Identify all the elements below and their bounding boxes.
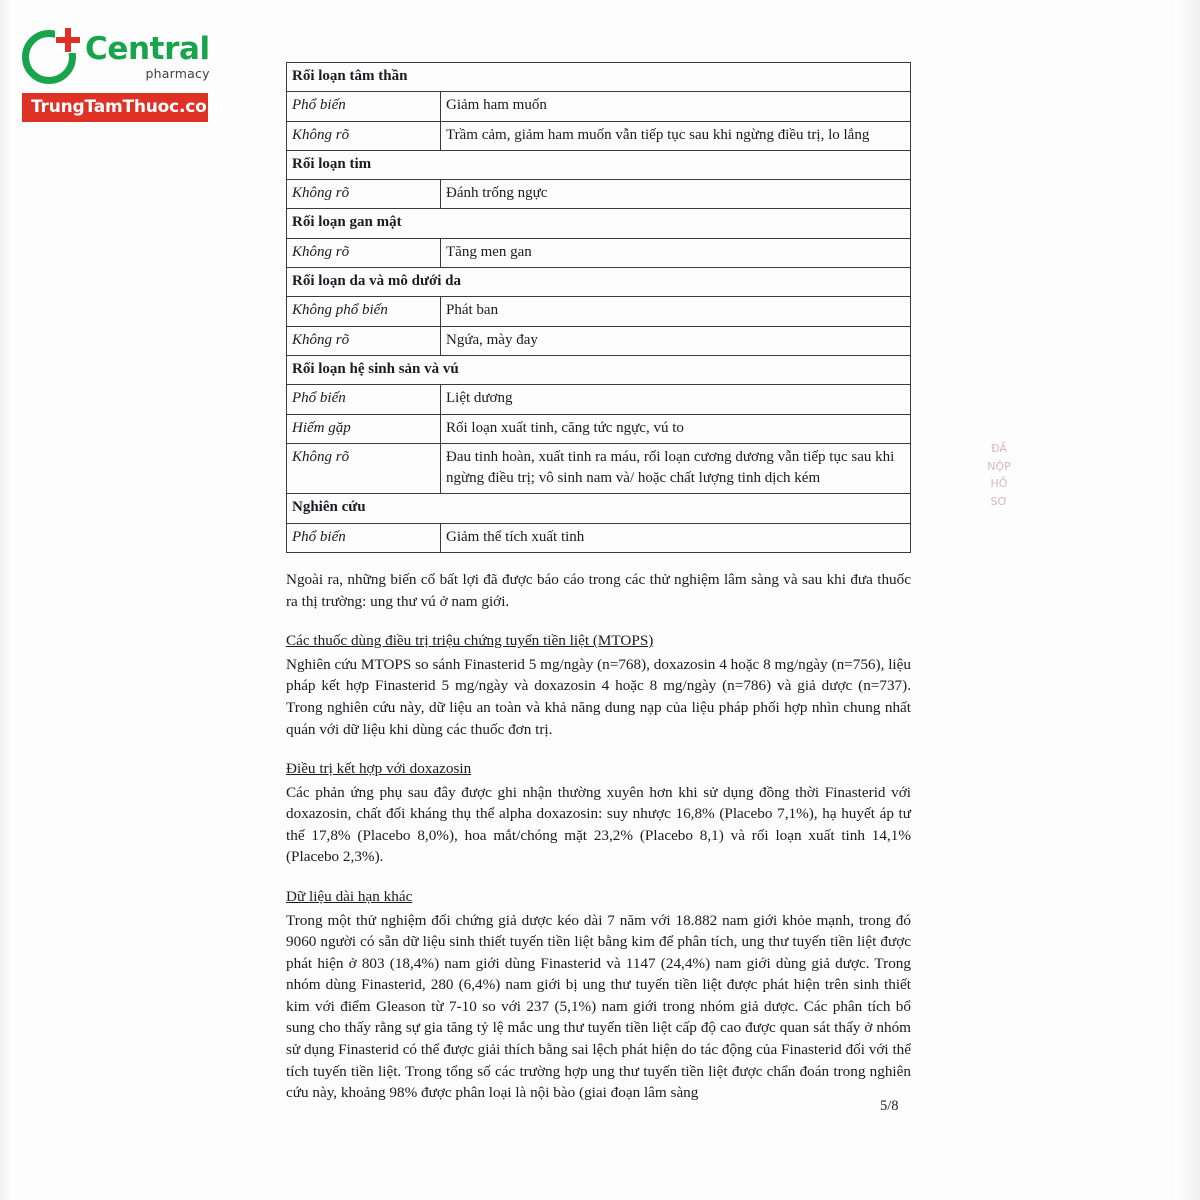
group-label: Rối loạn tim [287, 150, 911, 179]
logo-title: Central [85, 30, 210, 67]
frequency-cell: Không phổ biến [287, 297, 441, 326]
group-label: Rối loạn tâm thần [287, 63, 911, 92]
margin-stamp: ĐÃ NỘP HỒ SƠ [987, 442, 1011, 508]
reaction-cell: Liệt dương [441, 385, 911, 414]
table-row [287, 297, 911, 326]
frequency-cell: Không rõ [287, 121, 441, 150]
frequency-cell: Không rõ [287, 326, 441, 355]
section-heading-doxazosin: Điều trị kết hợp với doxazosin [286, 760, 472, 778]
table-group-row [287, 494, 911, 523]
table-group-row [287, 268, 911, 297]
document-content [286, 62, 911, 1104]
table-row [287, 385, 911, 414]
table-group-row [287, 150, 911, 179]
table-group-row [287, 355, 911, 384]
site-url-banner: TrungTamThuoc.com [22, 93, 208, 122]
section-paragraph-longterm: Trong một thử nghiệm đối chứng giả dược kéo dài 7 năm với 18.882 nam giới khỏe mạnh, trong đó 9060 người có sẵn dữ liệu sinh thiết tuyến tiền liệt bằng kim để phân tích, ung thư tuyến tiền liệt được phát hiện ở 803 (18,4%) nam giới dùng Finasterid và 1147 (24,4%) nam giới dùng giả dược. Trong nhóm dùng Finasterid, 280 (6,4%) nam giới bị ung thư tuyến tiền liệt được phát hiện trên sinh thiết kim với điểm Gleason từ 7-10 so với 237 (5,1%) nam giới trong nhóm giả dược. Các phân tích bổ sung cho thấy rằng sự gia tăng tỷ lệ mắc ung thư tuyến tiền liệt cấp độ cao được quan sát thấy ở nhóm sử dụng Finasterid có thể được giải thích bằng sai lệch phát hiện do tác động của Finasterid đối với thể tích tuyến tiền liệt. Trong tổng số các trường hợp ung thư tuyến tiền liệt được chẩn đoán trong nghiên cứu này, khoảng 98% được phân loại là nội bào (giai đoạn lâm sàng [286, 911, 911, 1102]
reaction-cell: Giảm thể tích xuất tinh [441, 523, 911, 552]
table-group-row [287, 63, 911, 92]
table-row [287, 92, 911, 121]
table-row [287, 121, 911, 150]
frequency-cell: Phổ biến [287, 385, 441, 414]
logo-text [85, 30, 210, 81]
reaction-cell: Đau tinh hoàn, xuất tinh ra máu, rối loạn cương dương vẫn tiếp tục sau khi ngừng điều trị; vô sinh nam và/ hoặc chất lượng tinh dịch kém [441, 443, 911, 494]
section-heading-longterm: Dữ liệu dài hạn khác [286, 887, 413, 905]
group-label: Rối loạn da và mô dưới da [287, 268, 911, 297]
intro-paragraph: Ngoài ra, những biến cố bất lợi đã được báo cáo trong các thử nghiệm lâm sàng và sau khi đưa thuốc ra thị trường: ung thư vú ở nam giới. [286, 571, 911, 610]
reaction-cell: Phát ban [441, 297, 911, 326]
frequency-cell: Hiếm gặp [287, 414, 441, 443]
group-label: Nghiên cứu [287, 494, 911, 523]
table-row [287, 180, 911, 209]
brand-logo-block [22, 30, 238, 122]
page-right-edge [1174, 0, 1200, 1200]
reaction-cell: Ngứa, mày đay [441, 326, 911, 355]
table-row [287, 326, 911, 355]
frequency-cell: Phổ biến [287, 92, 441, 121]
section-paragraph-doxazosin: Các phản ứng phụ sau đây được ghi nhận thường xuyên hơn khi sử dụng đồng thời Finasterid với doxazosin, chất đối kháng thụ thể alpha doxazosin: suy nhược 16,8% (Placebo 7,1%), hạ huyết áp tư thế 17,8% (Placebo 8,0%), hoa mắt/chóng mặt 23,2% (Placebo 8,1) và rối loạn xuất tinh 14,1% (Placebo 2,3%). [286, 783, 911, 866]
reaction-cell: Rối loạn xuất tinh, căng tức ngực, vú to [441, 414, 911, 443]
pharmacy-cross-icon [22, 30, 76, 84]
frequency-cell: Không rõ [287, 180, 441, 209]
table-row [287, 414, 911, 443]
table-row [287, 523, 911, 552]
logo-row [22, 30, 238, 84]
table-group-row [287, 209, 911, 238]
section-heading-mtops: Các thuốc dùng điều trị triệu chứng tuyến tiền liệt (MTOPS) [286, 632, 654, 650]
logo-subtitle: pharmacy [145, 65, 210, 81]
page-left-edge [0, 0, 14, 1200]
reaction-cell: Đánh trống ngực [441, 180, 911, 209]
group-label: Rối loạn gan mật [287, 209, 911, 238]
frequency-cell: Không rõ [287, 443, 441, 494]
frequency-cell: Phổ biến [287, 523, 441, 552]
table-row [287, 238, 911, 267]
group-label: Rối loạn hệ sinh sản và vú [287, 355, 911, 384]
adverse-reactions-table [286, 62, 911, 553]
reaction-cell: Trầm cảm, giảm ham muốn vẫn tiếp tục sau khi ngừng điều trị, lo lắng [441, 121, 911, 150]
section-paragraph-mtops: Nghiên cứu MTOPS so sánh Finasterid 5 mg/ngày (n=768), doxazosin 4 hoặc 8 mg/ngày (n=756), liệu pháp kết hợp Finasterid 5 mg/ngày và doxazosin 4 hoặc 8 mg/ngày (n=786) và giả dược (n=737). Trong nghiên cứu này, dữ liệu an toàn và khả năng dung nạp của liệu pháp phối hợp nhìn chung nhất quán với dữ liệu khi dùng các thuốc đơn trị. [286, 655, 911, 738]
medical-cross-icon [55, 27, 81, 53]
reaction-cell: Giảm ham muốn [441, 92, 911, 121]
table-row [287, 443, 911, 494]
frequency-cell: Không rõ [287, 238, 441, 267]
page-number: 5/8 [880, 1098, 899, 1114]
reaction-cell: Tăng men gan [441, 238, 911, 267]
